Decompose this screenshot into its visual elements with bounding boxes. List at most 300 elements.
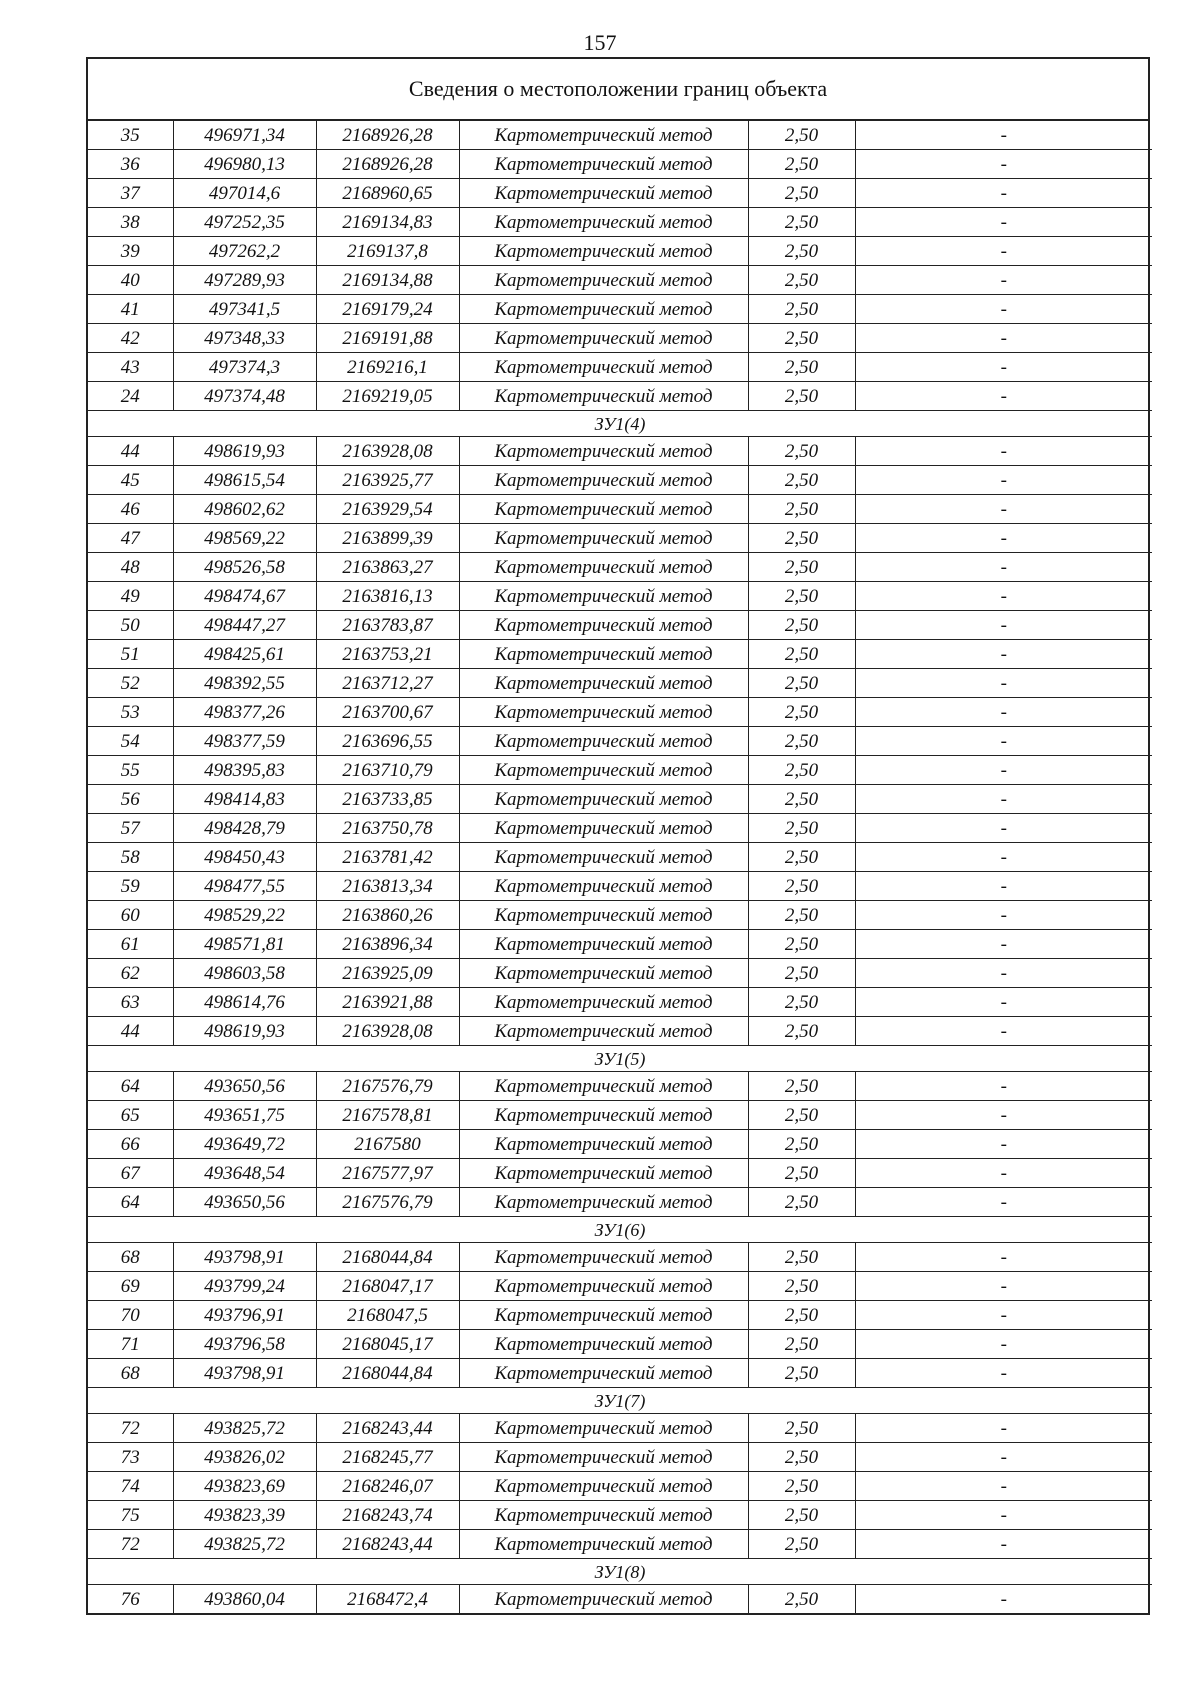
point-number-cell: 46 [88, 495, 173, 524]
note-cell: - [855, 1101, 1152, 1130]
method-cell: Картометрический метод [459, 324, 748, 353]
section-label: ЗУ1(4) [88, 411, 1152, 437]
note-cell: - [855, 324, 1152, 353]
note-cell: - [855, 121, 1152, 150]
accuracy-cell: 2,50 [748, 295, 855, 324]
accuracy-cell: 2,50 [748, 1017, 855, 1046]
y-coordinate-cell: 2163928,08 [316, 1017, 459, 1046]
method-cell: Картометрический метод [459, 495, 748, 524]
note-cell: - [855, 353, 1152, 382]
table-row [88, 756, 1152, 785]
note-cell: - [855, 1301, 1152, 1330]
y-coordinate-cell: 2163925,09 [316, 959, 459, 988]
y-coordinate-cell: 2168047,17 [316, 1272, 459, 1301]
table-row [88, 1130, 1152, 1159]
point-number-cell: 40 [88, 266, 173, 295]
note-cell: - [855, 872, 1152, 901]
y-coordinate-cell: 2167577,97 [316, 1159, 459, 1188]
accuracy-cell: 2,50 [748, 495, 855, 524]
x-coordinate-cell: 497348,33 [173, 324, 316, 353]
x-coordinate-cell: 498526,58 [173, 553, 316, 582]
y-coordinate-cell: 2163816,13 [316, 582, 459, 611]
point-number-cell: 58 [88, 843, 173, 872]
y-coordinate-cell: 2169137,8 [316, 237, 459, 266]
method-cell: Картометрический метод [459, 466, 748, 495]
point-number-cell: 44 [88, 437, 173, 466]
note-cell: - [855, 1472, 1152, 1501]
method-cell: Картометрический метод [459, 1072, 748, 1101]
note-cell: - [855, 1359, 1152, 1388]
method-cell: Картометрический метод [459, 179, 748, 208]
accuracy-cell: 2,50 [748, 524, 855, 553]
accuracy-cell: 2,50 [748, 382, 855, 411]
x-coordinate-cell: 493799,24 [173, 1272, 316, 1301]
y-coordinate-cell: 2168243,44 [316, 1414, 459, 1443]
table-row [88, 295, 1152, 324]
note-cell: - [855, 1530, 1152, 1559]
x-coordinate-cell: 498569,22 [173, 524, 316, 553]
accuracy-cell: 2,50 [748, 843, 855, 872]
accuracy-cell: 2,50 [748, 756, 855, 785]
method-cell: Картометрический метод [459, 1101, 748, 1130]
y-coordinate-cell: 2169134,83 [316, 208, 459, 237]
note-cell: - [855, 495, 1152, 524]
table-row [88, 1101, 1152, 1130]
section-row [88, 1559, 1152, 1585]
table-row [88, 324, 1152, 353]
method-cell: Картометрический метод [459, 1472, 748, 1501]
method-cell: Картометрический метод [459, 582, 748, 611]
point-number-cell: 45 [88, 466, 173, 495]
accuracy-cell: 2,50 [748, 959, 855, 988]
method-cell: Картометрический метод [459, 1530, 748, 1559]
note-cell: - [855, 1017, 1152, 1046]
point-number-cell: 75 [88, 1501, 173, 1530]
table-row [88, 382, 1152, 411]
x-coordinate-cell: 493826,02 [173, 1443, 316, 1472]
point-number-cell: 38 [88, 208, 173, 237]
table-row [88, 1472, 1152, 1501]
x-coordinate-cell: 498614,76 [173, 988, 316, 1017]
method-cell: Картометрический метод [459, 611, 748, 640]
point-number-cell: 71 [88, 1330, 173, 1359]
method-cell: Картометрический метод [459, 1017, 748, 1046]
y-coordinate-cell: 2163696,55 [316, 727, 459, 756]
y-coordinate-cell: 2168960,65 [316, 179, 459, 208]
y-coordinate-cell: 2168243,74 [316, 1501, 459, 1530]
y-coordinate-cell: 2168926,28 [316, 121, 459, 150]
y-coordinate-cell: 2163921,88 [316, 988, 459, 1017]
y-coordinate-cell: 2169134,88 [316, 266, 459, 295]
y-coordinate-cell: 2169179,24 [316, 295, 459, 324]
point-number-cell: 64 [88, 1188, 173, 1217]
point-number-cell: 42 [88, 324, 173, 353]
x-coordinate-cell: 493648,54 [173, 1159, 316, 1188]
y-coordinate-cell: 2169216,1 [316, 353, 459, 382]
point-number-cell: 39 [88, 237, 173, 266]
table-row [88, 1414, 1152, 1443]
note-cell: - [855, 785, 1152, 814]
point-number-cell: 37 [88, 179, 173, 208]
point-number-cell: 24 [88, 382, 173, 411]
table-row [88, 1585, 1152, 1614]
section-label: ЗУ1(7) [88, 1388, 1152, 1414]
table-row [88, 698, 1152, 727]
coordinates-table-body [88, 121, 1152, 1613]
x-coordinate-cell: 498619,93 [173, 437, 316, 466]
note-cell: - [855, 930, 1152, 959]
method-cell: Картометрический метод [459, 959, 748, 988]
point-number-cell: 49 [88, 582, 173, 611]
x-coordinate-cell: 497341,5 [173, 295, 316, 324]
y-coordinate-cell: 2167576,79 [316, 1188, 459, 1217]
method-cell: Картометрический метод [459, 353, 748, 382]
accuracy-cell: 2,50 [748, 179, 855, 208]
method-cell: Картометрический метод [459, 524, 748, 553]
method-cell: Картометрический метод [459, 669, 748, 698]
y-coordinate-cell: 2168245,77 [316, 1443, 459, 1472]
table-row [88, 1501, 1152, 1530]
x-coordinate-cell: 498414,83 [173, 785, 316, 814]
point-number-cell: 55 [88, 756, 173, 785]
method-cell: Картометрический метод [459, 553, 748, 582]
method-cell: Картометрический метод [459, 1272, 748, 1301]
x-coordinate-cell: 493823,69 [173, 1472, 316, 1501]
y-coordinate-cell: 2168045,17 [316, 1330, 459, 1359]
point-number-cell: 69 [88, 1272, 173, 1301]
accuracy-cell: 2,50 [748, 1101, 855, 1130]
y-coordinate-cell: 2167576,79 [316, 1072, 459, 1101]
x-coordinate-cell: 498615,54 [173, 466, 316, 495]
method-cell: Картометрический метод [459, 1159, 748, 1188]
accuracy-cell: 2,50 [748, 988, 855, 1017]
point-number-cell: 51 [88, 640, 173, 669]
note-cell: - [855, 756, 1152, 785]
note-cell: - [855, 1159, 1152, 1188]
x-coordinate-cell: 497014,6 [173, 179, 316, 208]
accuracy-cell: 2,50 [748, 1330, 855, 1359]
table-row [88, 437, 1152, 466]
y-coordinate-cell: 2163860,26 [316, 901, 459, 930]
point-number-cell: 70 [88, 1301, 173, 1330]
section-label: ЗУ1(6) [88, 1217, 1152, 1243]
point-number-cell: 44 [88, 1017, 173, 1046]
point-number-cell: 60 [88, 901, 173, 930]
sheet-title: Сведения о местоположении границ объекта [88, 59, 1148, 121]
note-cell: - [855, 698, 1152, 727]
x-coordinate-cell: 496971,34 [173, 121, 316, 150]
x-coordinate-cell: 493650,56 [173, 1188, 316, 1217]
note-cell: - [855, 1414, 1152, 1443]
point-number-cell: 50 [88, 611, 173, 640]
accuracy-cell: 2,50 [748, 582, 855, 611]
y-coordinate-cell: 2163863,27 [316, 553, 459, 582]
method-cell: Картометрический метод [459, 988, 748, 1017]
point-number-cell: 68 [88, 1359, 173, 1388]
section-label: ЗУ1(8) [88, 1559, 1152, 1585]
table-row [88, 1188, 1152, 1217]
point-number-cell: 63 [88, 988, 173, 1017]
table-row [88, 237, 1152, 266]
table-row [88, 872, 1152, 901]
x-coordinate-cell: 497262,2 [173, 237, 316, 266]
accuracy-cell: 2,50 [748, 611, 855, 640]
accuracy-cell: 2,50 [748, 1472, 855, 1501]
accuracy-cell: 2,50 [748, 1243, 855, 1272]
point-number-cell: 64 [88, 1072, 173, 1101]
y-coordinate-cell: 2163712,27 [316, 669, 459, 698]
method-cell: Картометрический метод [459, 1330, 748, 1359]
method-cell: Картометрический метод [459, 872, 748, 901]
accuracy-cell: 2,50 [748, 814, 855, 843]
accuracy-cell: 2,50 [748, 785, 855, 814]
note-cell: - [855, 179, 1152, 208]
table-row [88, 843, 1152, 872]
accuracy-cell: 2,50 [748, 237, 855, 266]
x-coordinate-cell: 498477,55 [173, 872, 316, 901]
method-cell: Картометрический метод [459, 1585, 748, 1614]
y-coordinate-cell: 2168047,5 [316, 1301, 459, 1330]
table-row [88, 1017, 1152, 1046]
y-coordinate-cell: 2168243,44 [316, 1530, 459, 1559]
point-number-cell: 35 [88, 121, 173, 150]
table-row [88, 582, 1152, 611]
boundary-sheet [86, 57, 1150, 1615]
y-coordinate-cell: 2163928,08 [316, 437, 459, 466]
accuracy-cell: 2,50 [748, 669, 855, 698]
x-coordinate-cell: 498619,93 [173, 1017, 316, 1046]
note-cell: - [855, 1188, 1152, 1217]
table-row [88, 466, 1152, 495]
point-number-cell: 48 [88, 553, 173, 582]
y-coordinate-cell: 2163896,34 [316, 930, 459, 959]
accuracy-cell: 2,50 [748, 698, 855, 727]
point-number-cell: 57 [88, 814, 173, 843]
x-coordinate-cell: 498377,59 [173, 727, 316, 756]
section-row [88, 1217, 1152, 1243]
table-row [88, 121, 1152, 150]
accuracy-cell: 2,50 [748, 1072, 855, 1101]
method-cell: Картометрический метод [459, 1443, 748, 1472]
accuracy-cell: 2,50 [748, 266, 855, 295]
y-coordinate-cell: 2163783,87 [316, 611, 459, 640]
x-coordinate-cell: 498428,79 [173, 814, 316, 843]
note-cell: - [855, 901, 1152, 930]
note-cell: - [855, 1330, 1152, 1359]
x-coordinate-cell: 493650,56 [173, 1072, 316, 1101]
accuracy-cell: 2,50 [748, 1585, 855, 1614]
coordinates-table [88, 121, 1152, 1613]
accuracy-cell: 2,50 [748, 121, 855, 150]
method-cell: Картометрический метод [459, 843, 748, 872]
x-coordinate-cell: 498425,61 [173, 640, 316, 669]
note-cell: - [855, 669, 1152, 698]
x-coordinate-cell: 493796,58 [173, 1330, 316, 1359]
y-coordinate-cell: 2163899,39 [316, 524, 459, 553]
y-coordinate-cell: 2168246,07 [316, 1472, 459, 1501]
point-number-cell: 68 [88, 1243, 173, 1272]
note-cell: - [855, 640, 1152, 669]
note-cell: - [855, 959, 1152, 988]
accuracy-cell: 2,50 [748, 1414, 855, 1443]
table-row [88, 901, 1152, 930]
table-row [88, 785, 1152, 814]
note-cell: - [855, 237, 1152, 266]
table-row [88, 669, 1152, 698]
x-coordinate-cell: 498571,81 [173, 930, 316, 959]
point-number-cell: 41 [88, 295, 173, 324]
method-cell: Картометрический метод [459, 121, 748, 150]
y-coordinate-cell: 2163753,21 [316, 640, 459, 669]
x-coordinate-cell: 497374,48 [173, 382, 316, 411]
note-cell: - [855, 382, 1152, 411]
section-row [88, 1388, 1152, 1414]
method-cell: Картометрический метод [459, 640, 748, 669]
x-coordinate-cell: 493649,72 [173, 1130, 316, 1159]
x-coordinate-cell: 498474,67 [173, 582, 316, 611]
note-cell: - [855, 437, 1152, 466]
note-cell: - [855, 1585, 1152, 1614]
x-coordinate-cell: 498392,55 [173, 669, 316, 698]
note-cell: - [855, 150, 1152, 179]
x-coordinate-cell: 493860,04 [173, 1585, 316, 1614]
x-coordinate-cell: 493798,91 [173, 1243, 316, 1272]
y-coordinate-cell: 2167580 [316, 1130, 459, 1159]
table-row [88, 553, 1152, 582]
x-coordinate-cell: 493798,91 [173, 1359, 316, 1388]
note-cell: - [855, 553, 1152, 582]
y-coordinate-cell: 2168472,4 [316, 1585, 459, 1614]
method-cell: Картометрический метод [459, 727, 748, 756]
table-row [88, 988, 1152, 1017]
accuracy-cell: 2,50 [748, 466, 855, 495]
accuracy-cell: 2,50 [748, 1301, 855, 1330]
table-row [88, 930, 1152, 959]
table-row [88, 208, 1152, 237]
table-row [88, 353, 1152, 382]
table-row [88, 179, 1152, 208]
table-row [88, 1159, 1152, 1188]
accuracy-cell: 2,50 [748, 1272, 855, 1301]
table-row [88, 1243, 1152, 1272]
y-coordinate-cell: 2169219,05 [316, 382, 459, 411]
point-number-cell: 76 [88, 1585, 173, 1614]
x-coordinate-cell: 498395,83 [173, 756, 316, 785]
x-coordinate-cell: 493825,72 [173, 1530, 316, 1559]
point-number-cell: 74 [88, 1472, 173, 1501]
accuracy-cell: 2,50 [748, 353, 855, 382]
point-number-cell: 43 [88, 353, 173, 382]
method-cell: Картометрический метод [459, 785, 748, 814]
method-cell: Картометрический метод [459, 1501, 748, 1530]
note-cell: - [855, 1443, 1152, 1472]
point-number-cell: 53 [88, 698, 173, 727]
note-cell: - [855, 814, 1152, 843]
table-row [88, 727, 1152, 756]
y-coordinate-cell: 2163813,34 [316, 872, 459, 901]
y-coordinate-cell: 2167578,81 [316, 1101, 459, 1130]
point-number-cell: 62 [88, 959, 173, 988]
table-row [88, 1330, 1152, 1359]
accuracy-cell: 2,50 [748, 324, 855, 353]
method-cell: Картометрический метод [459, 698, 748, 727]
y-coordinate-cell: 2163733,85 [316, 785, 459, 814]
page-number: 157 [583, 30, 617, 55]
y-coordinate-cell: 2163929,54 [316, 495, 459, 524]
accuracy-cell: 2,50 [748, 640, 855, 669]
x-coordinate-cell: 498603,58 [173, 959, 316, 988]
point-number-cell: 67 [88, 1159, 173, 1188]
x-coordinate-cell: 498602,62 [173, 495, 316, 524]
note-cell: - [855, 988, 1152, 1017]
table-row [88, 814, 1152, 843]
method-cell: Картометрический метод [459, 814, 748, 843]
accuracy-cell: 2,50 [748, 1159, 855, 1188]
method-cell: Картометрический метод [459, 208, 748, 237]
table-row [88, 150, 1152, 179]
note-cell: - [855, 295, 1152, 324]
point-number-cell: 56 [88, 785, 173, 814]
note-cell: - [855, 1130, 1152, 1159]
note-cell: - [855, 466, 1152, 495]
x-coordinate-cell: 498450,43 [173, 843, 316, 872]
point-number-cell: 72 [88, 1414, 173, 1443]
y-coordinate-cell: 2163750,78 [316, 814, 459, 843]
accuracy-cell: 2,50 [748, 1501, 855, 1530]
table-row [88, 266, 1152, 295]
y-coordinate-cell: 2169191,88 [316, 324, 459, 353]
x-coordinate-cell: 493796,91 [173, 1301, 316, 1330]
note-cell: - [855, 208, 1152, 237]
table-row [88, 1301, 1152, 1330]
y-coordinate-cell: 2163925,77 [316, 466, 459, 495]
point-number-cell: 47 [88, 524, 173, 553]
x-coordinate-cell: 493823,39 [173, 1501, 316, 1530]
method-cell: Картометрический метод [459, 1243, 748, 1272]
accuracy-cell: 2,50 [748, 437, 855, 466]
method-cell: Картометрический метод [459, 930, 748, 959]
accuracy-cell: 2,50 [748, 727, 855, 756]
table-row [88, 959, 1152, 988]
method-cell: Картометрический метод [459, 150, 748, 179]
point-number-cell: 59 [88, 872, 173, 901]
x-coordinate-cell: 496980,13 [173, 150, 316, 179]
method-cell: Картометрический метод [459, 1188, 748, 1217]
section-label: ЗУ1(5) [88, 1046, 1152, 1072]
x-coordinate-cell: 497374,3 [173, 353, 316, 382]
point-number-cell: 36 [88, 150, 173, 179]
x-coordinate-cell: 498447,27 [173, 611, 316, 640]
note-cell: - [855, 611, 1152, 640]
note-cell: - [855, 1272, 1152, 1301]
method-cell: Картометрический метод [459, 1414, 748, 1443]
method-cell: Картометрический метод [459, 1130, 748, 1159]
accuracy-cell: 2,50 [748, 208, 855, 237]
accuracy-cell: 2,50 [748, 150, 855, 179]
point-number-cell: 54 [88, 727, 173, 756]
table-row [88, 524, 1152, 553]
section-row [88, 1046, 1152, 1072]
point-number-cell: 61 [88, 930, 173, 959]
method-cell: Картометрический метод [459, 1359, 748, 1388]
accuracy-cell: 2,50 [748, 901, 855, 930]
note-cell: - [855, 524, 1152, 553]
table-row [88, 640, 1152, 669]
method-cell: Картометрический метод [459, 382, 748, 411]
table-row [88, 611, 1152, 640]
accuracy-cell: 2,50 [748, 1130, 855, 1159]
x-coordinate-cell: 497252,35 [173, 208, 316, 237]
